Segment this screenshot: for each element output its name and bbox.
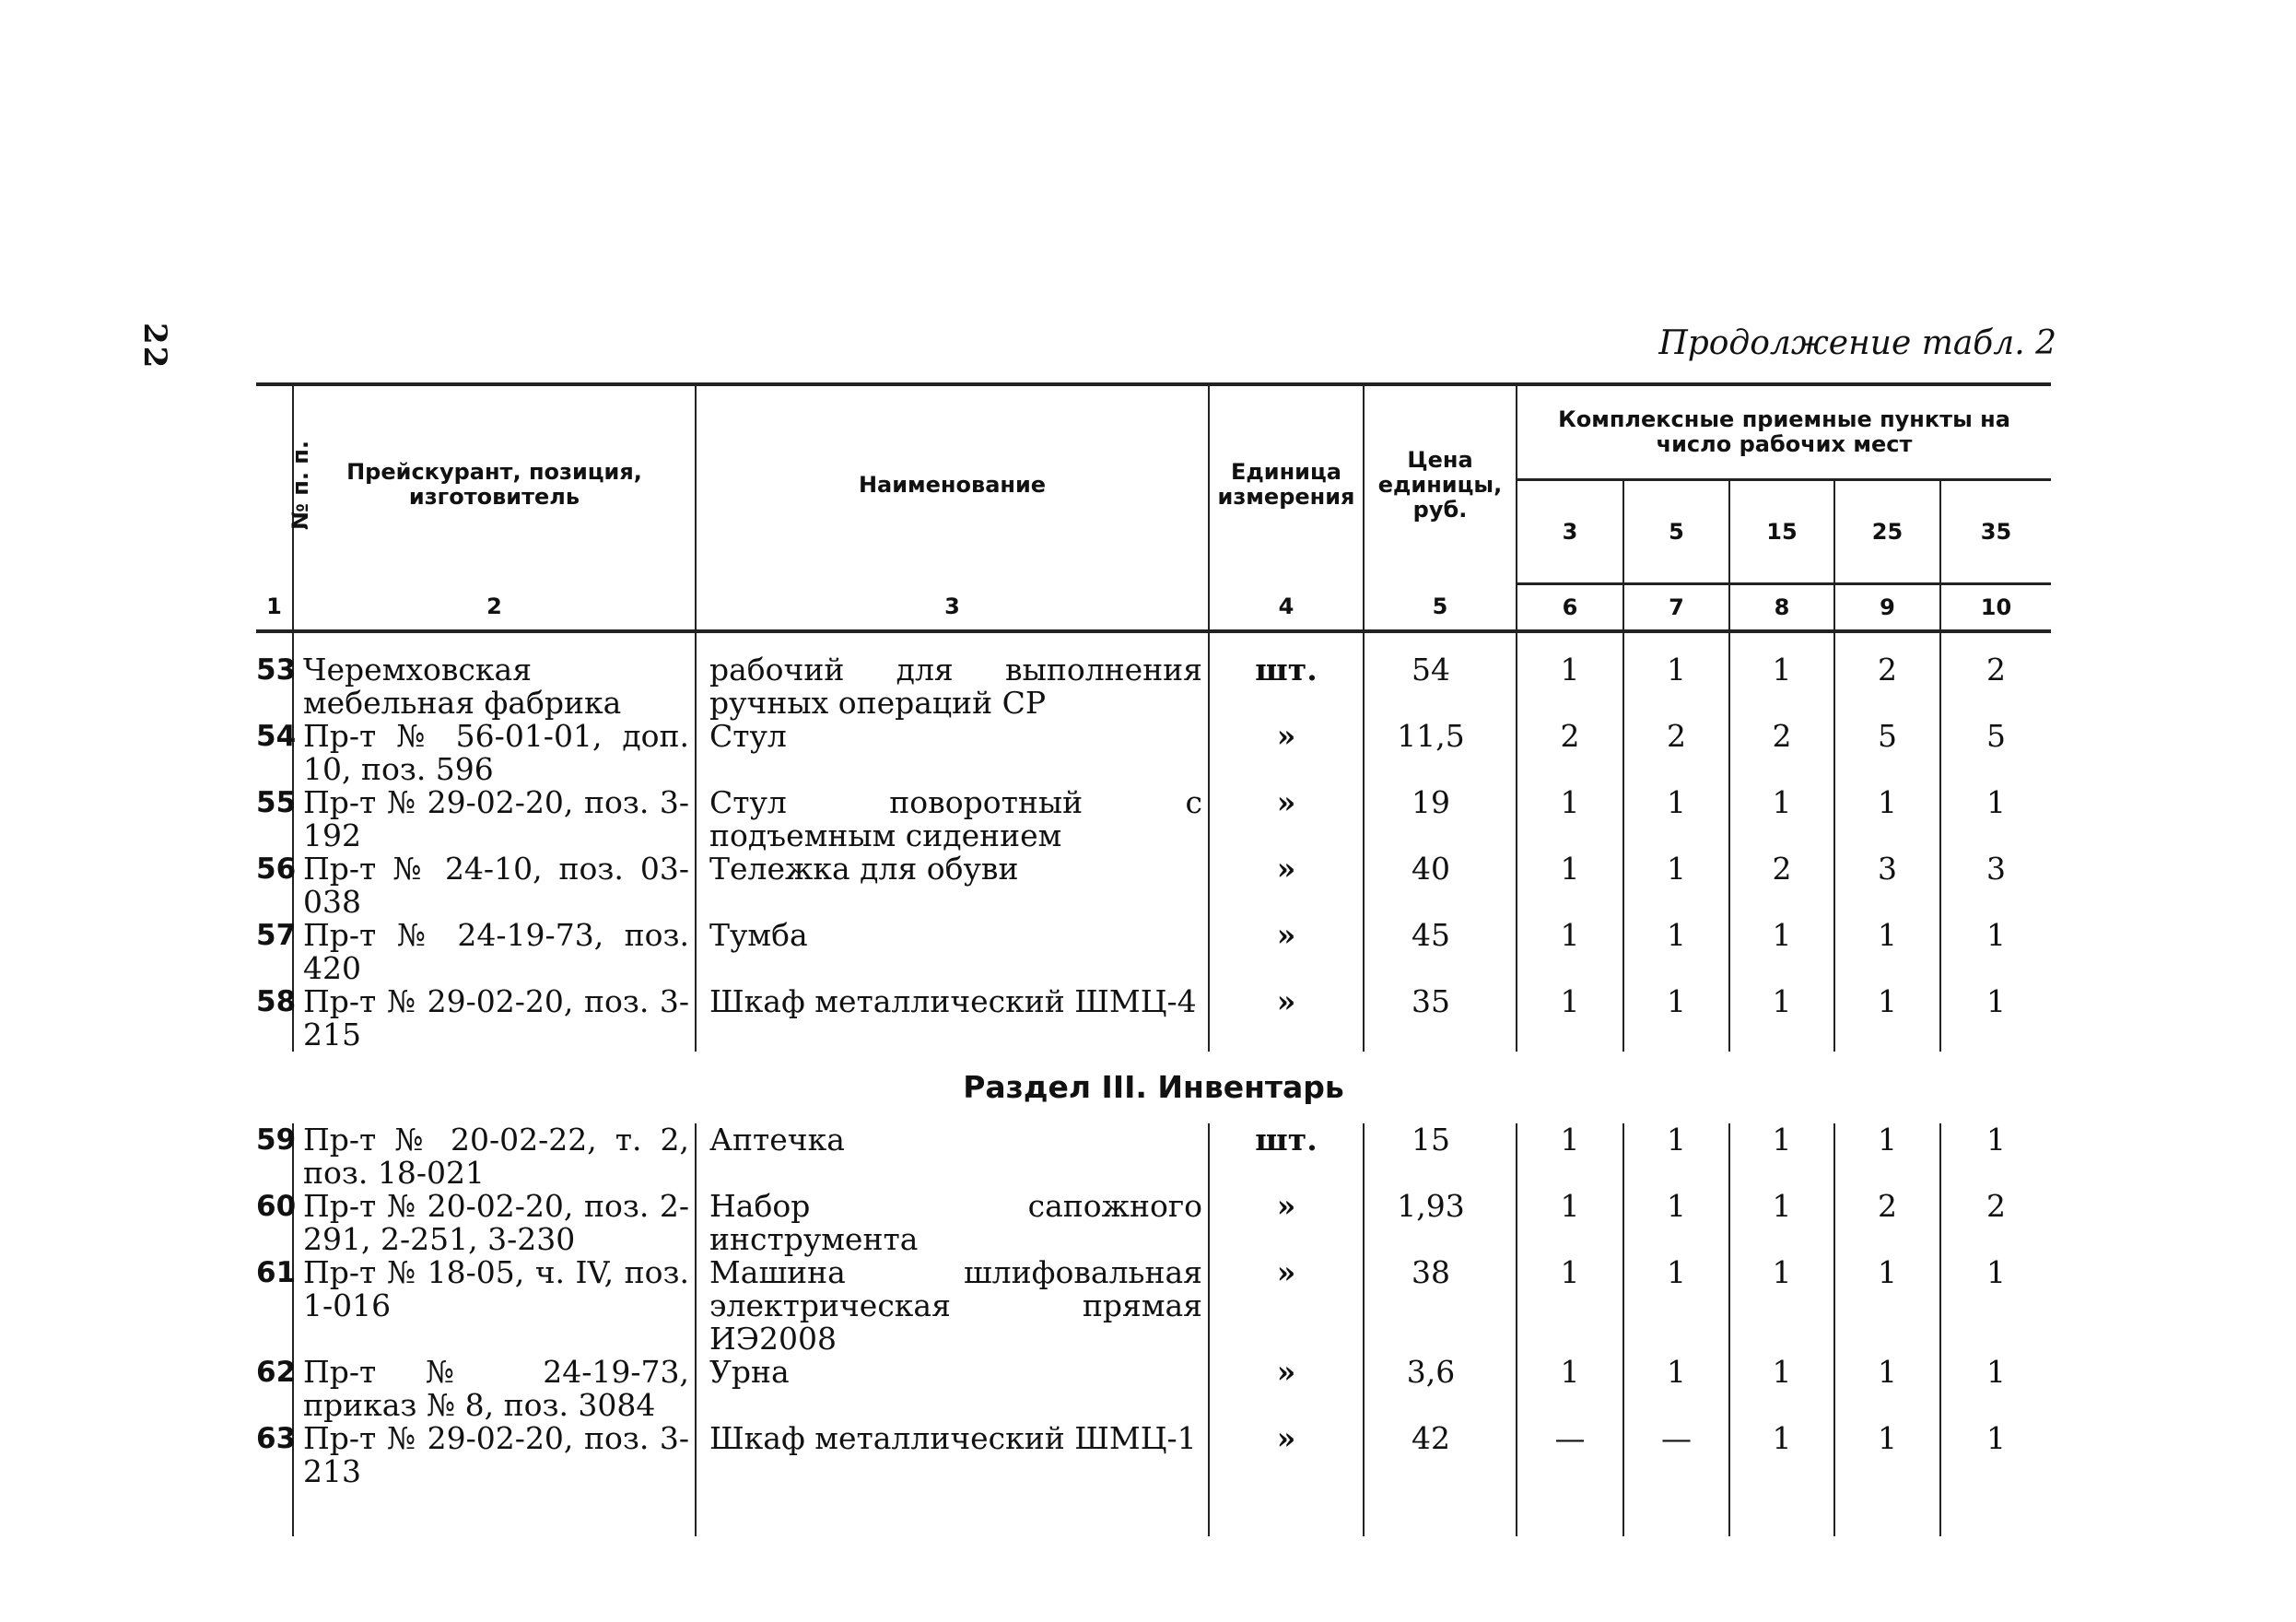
item-name-cell: Стул поворотный с подъемным сидением	[696, 786, 1209, 852]
header-price: Цена единицы, руб.	[1364, 384, 1517, 584]
quantity-cell: —	[1517, 1422, 1623, 1488]
empty-cell	[1209, 1488, 1364, 1536]
header-workplaces-25: 25	[1834, 480, 1940, 584]
quantity-cell: 1	[1623, 1190, 1729, 1256]
row-number: 59	[256, 1123, 297, 1157]
quantity-cell: 1	[1623, 1123, 1729, 1190]
quantity-cell: 1	[1729, 1422, 1834, 1488]
row-number: 54	[256, 720, 297, 753]
header-unit: Единица измерения	[1209, 384, 1364, 584]
pricelist-cell: Пр-т № 56-01-01, доп. 10, поз. 596	[293, 720, 696, 786]
table-continuation-caption: Продолжение табл. 2	[1658, 324, 2056, 362]
row-number: 60	[256, 1190, 297, 1223]
item-name-cell: Машина шлифовальная электрическая прямая ИЭ2008	[696, 1256, 1209, 1356]
pricelist-cell: Пр-т № 18-05, ч. IV, поз. 1-016	[293, 1256, 696, 1356]
item-name-cell: Шкаф металлический ШМЦ-4	[696, 985, 1209, 1052]
pricelist-cell: Пр-т № 24-19-73, приказ № 8, поз. 3084	[293, 1356, 696, 1422]
quantity-cell: 2	[1517, 720, 1623, 786]
empty-cell	[1623, 631, 1729, 653]
unit-cell: шт.	[1209, 1123, 1364, 1190]
quantity-cell: 1	[1517, 852, 1623, 919]
table-row	[256, 985, 2051, 1052]
row-number: 57	[256, 919, 297, 952]
column-number: 10	[1940, 584, 2051, 632]
empty-cell	[1940, 631, 2051, 653]
price-cell: 1,93	[1364, 1190, 1517, 1256]
pricelist-cell: Пр-т № 24-19-73, поз. 420	[293, 919, 696, 985]
table-row	[256, 919, 2051, 985]
row-number: 62	[256, 1356, 297, 1389]
item-name-cell: Шкаф металлический ШМЦ-1	[696, 1422, 1209, 1488]
quantity-cell: 5	[1940, 720, 2051, 786]
pricelist-cell: Пр-т № 29-02-20, поз. 3-213	[293, 1422, 696, 1488]
page-number: 22	[136, 323, 173, 370]
table-row	[256, 1356, 2051, 1422]
table-row	[256, 852, 2051, 919]
table-row	[256, 1422, 2051, 1488]
pricelist-cell: Пр-т № 24-10, поз. 03-038	[293, 852, 696, 919]
header-row-number-label: № п. п.	[287, 440, 313, 530]
price-cell: 54	[1364, 653, 1517, 720]
quantity-cell: 3	[1940, 852, 2051, 919]
empty-cell	[256, 631, 293, 653]
unit-cell: »	[1209, 919, 1364, 985]
unit-cell: »	[1209, 1256, 1364, 1356]
quantity-cell: 1	[1940, 919, 2051, 985]
section-title: Раздел III. Инвентарь	[963, 1069, 1344, 1105]
empty-cell	[696, 1488, 1209, 1536]
quantity-cell: 3	[1834, 852, 1940, 919]
header-workplaces-15: 15	[1729, 480, 1834, 584]
quantity-cell: 1	[1517, 1256, 1623, 1356]
quantity-cell: 2	[1729, 720, 1834, 786]
quantity-cell: 5	[1834, 720, 1940, 786]
item-name-cell: рабочий для выполнения ручных операций СР	[696, 653, 1209, 720]
header-workplaces-3: 3	[1517, 480, 1623, 584]
row-number: 63	[256, 1422, 297, 1455]
quantity-cell: 2	[1834, 1190, 1940, 1256]
quantity-cell: 1	[1940, 1422, 2051, 1488]
quantity-cell: 1	[1623, 786, 1729, 852]
quantity-cell: 2	[1834, 653, 1940, 720]
row-number: 56	[256, 852, 297, 886]
quantity-cell: 1	[1729, 1356, 1834, 1422]
item-name-cell: Тележка для обуви	[696, 852, 1209, 919]
column-number: 7	[1623, 584, 1729, 632]
header-workplaces-35: 35	[1940, 480, 2051, 584]
row-number: 61	[256, 1256, 297, 1289]
empty-cell	[1729, 1488, 1834, 1536]
empty-cell	[1209, 631, 1364, 653]
item-name-cell: Набор сапожного инструмента	[696, 1190, 1209, 1256]
empty-cell	[256, 1488, 293, 1536]
row-number: 55	[256, 786, 297, 819]
table-row	[256, 720, 2051, 786]
price-cell: 15	[1364, 1123, 1517, 1190]
unit-cell: »	[1209, 1422, 1364, 1488]
column-number: 5	[1364, 584, 1517, 632]
quantity-cell: 2	[1623, 720, 1729, 786]
quantity-cell: 1	[1834, 786, 1940, 852]
unit-cell: шт.	[1209, 653, 1364, 720]
unit-cell: »	[1209, 786, 1364, 852]
price-cell: 3,6	[1364, 1356, 1517, 1422]
quantity-cell: 1	[1834, 1422, 1940, 1488]
quantity-cell: 1	[1623, 852, 1729, 919]
quantity-cell: 1	[1940, 1356, 2051, 1422]
quantity-cell: 1	[1834, 1123, 1940, 1190]
pricelist-cell: Черемховская мебельная фабрика	[293, 653, 696, 720]
column-number: 8	[1729, 584, 1834, 632]
quantity-cell: 1	[1940, 1123, 2051, 1190]
price-cell: 45	[1364, 919, 1517, 985]
empty-cell	[1364, 631, 1517, 653]
column-number: 9	[1834, 584, 1940, 632]
row-number: 53	[256, 653, 297, 687]
table-row	[256, 1256, 2051, 1356]
quantity-cell: 1	[1729, 985, 1834, 1052]
table-row	[256, 1190, 2051, 1256]
empty-cell	[1940, 1488, 2051, 1536]
quantity-cell: 1	[1940, 985, 2051, 1052]
unit-cell: »	[1209, 852, 1364, 919]
empty-cell	[1834, 1488, 1940, 1536]
quantity-cell: 1	[1729, 919, 1834, 985]
unit-cell: »	[1209, 1190, 1364, 1256]
item-name-cell: Урна	[696, 1356, 1209, 1422]
row-number: 58	[256, 985, 297, 1018]
quantity-cell: 1	[1834, 1356, 1940, 1422]
quantity-cell: 1	[1517, 1123, 1623, 1190]
quantity-cell: 1	[1729, 1123, 1834, 1190]
column-number: 3	[696, 584, 1209, 632]
quantity-cell: 1	[1623, 1356, 1729, 1422]
quantity-cell: 1	[1517, 1356, 1623, 1422]
price-cell: 19	[1364, 786, 1517, 852]
quantity-cell: 1	[1729, 1256, 1834, 1356]
price-cell: 38	[1364, 1256, 1517, 1356]
quantity-cell: 1	[1517, 985, 1623, 1052]
item-name-cell: Стул	[696, 720, 1209, 786]
quantity-cell: 1	[1517, 1190, 1623, 1256]
table-row	[256, 786, 2051, 852]
quantity-cell: 1	[1517, 653, 1623, 720]
empty-cell	[293, 631, 696, 653]
pricelist-cell: Пр-т № 20-02-20, поз. 2-291, 2-251, 3-230	[293, 1190, 696, 1256]
column-number: 4	[1209, 584, 1364, 632]
empty-cell	[1364, 1488, 1517, 1536]
empty-cell	[1834, 631, 1940, 653]
empty-cell	[1517, 1488, 1623, 1536]
quantity-cell: 1	[1940, 1256, 2051, 1356]
quantity-cell: 1	[1729, 1190, 1834, 1256]
table-row	[256, 1123, 2051, 1190]
quantity-cell: 1	[1834, 919, 1940, 985]
item-name-cell: Тумба	[696, 919, 1209, 985]
empty-cell	[293, 1488, 696, 1536]
quantity-cell: 1	[1834, 985, 1940, 1052]
empty-cell	[1517, 631, 1623, 653]
quantity-cell: —	[1623, 1422, 1729, 1488]
pricelist-cell: Пр-т № 20-02-22, т. 2, поз. 18-021	[293, 1123, 696, 1190]
price-cell: 35	[1364, 985, 1517, 1052]
table-row-spacer	[256, 1488, 2051, 1536]
pricelist-cell: Пр-т № 29-02-20, поз. 3-192	[293, 786, 696, 852]
section-row	[256, 1052, 2051, 1123]
column-number: 1	[256, 584, 293, 632]
quantity-cell: 1	[1729, 786, 1834, 852]
price-cell: 42	[1364, 1422, 1517, 1488]
header-row-number	[256, 384, 313, 584]
quantity-cell: 1	[1623, 1256, 1729, 1356]
quantity-cell: 1	[1623, 985, 1729, 1052]
header-workplaces-5: 5	[1623, 480, 1729, 584]
equipment-table	[256, 382, 2051, 1536]
quantity-cell: 1	[1729, 653, 1834, 720]
item-name-cell: Аптечка	[696, 1123, 1209, 1190]
unit-cell: »	[1209, 720, 1364, 786]
quantity-cell: 1	[1834, 1256, 1940, 1356]
unit-cell: »	[1209, 1356, 1364, 1422]
table-row-spacer	[256, 631, 2051, 653]
price-cell: 11,5	[1364, 720, 1517, 786]
quantity-cell: 1	[1517, 919, 1623, 985]
quantity-cell: 1	[1517, 786, 1623, 852]
pricelist-cell: Пр-т № 29-02-20, поз. 3-215	[293, 985, 696, 1052]
quantity-cell: 2	[1729, 852, 1834, 919]
price-cell: 40	[1364, 852, 1517, 919]
column-number: 6	[1517, 584, 1623, 632]
quantity-cell: 1	[1623, 919, 1729, 985]
header-workplaces-group: Комплексные приемные пункты на число рабочих мест	[1517, 384, 2051, 480]
quantity-cell: 1	[1623, 653, 1729, 720]
header-pricelist: Прейскурант, позиция, изготовитель	[293, 384, 696, 584]
quantity-cell: 2	[1940, 653, 2051, 720]
empty-cell	[1623, 1488, 1729, 1536]
column-number: 2	[293, 584, 696, 632]
table-row	[256, 653, 2051, 720]
quantity-cell: 1	[1940, 786, 2051, 852]
quantity-cell: 2	[1940, 1190, 2051, 1256]
empty-cell	[1729, 631, 1834, 653]
empty-cell	[696, 631, 1209, 653]
unit-cell: »	[1209, 985, 1364, 1052]
header-name: Наименование	[696, 384, 1209, 584]
